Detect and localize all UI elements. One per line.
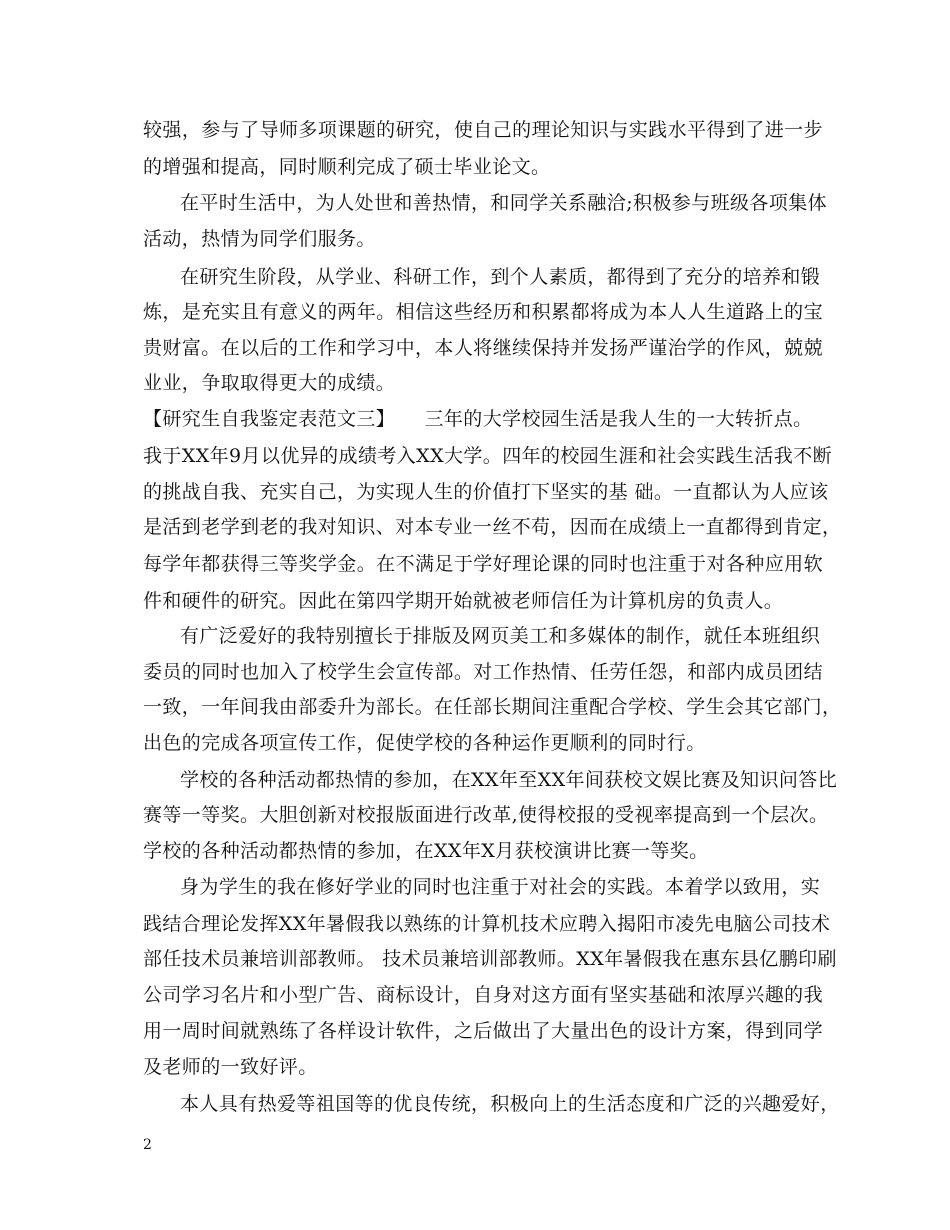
- text-line: 是活到老学到老的我对知识、对本专业一丝不苟，因而在成绩上一直都得到肯定，: [143, 516, 842, 538]
- text-line: 较强，参与了导师多项课题的研究，使自己的理论知识与实践水平得到了进一步: [143, 119, 823, 141]
- text-line: 出色的完成各项宣传工作，促使学校的各种运作更顺利的同时行。: [143, 732, 706, 754]
- text-line: 公司学习名片和小型广告、商标设计，自身对这方面有坚实基础和浓厚兴趣的我: [143, 984, 823, 1006]
- text-line: 践结合理论发挥XX年暑假我以熟练的计算机技术应聘入揭阳市凌先电脑公司技术: [143, 913, 831, 935]
- text-line: 在研究生阶段，从学业、科研工作，到个人素质，都得到了充分的培养和锻: [180, 266, 821, 288]
- text-line: 在平时生活中，为人处世和善热情，和同学关系融洽;积极参与班级各项集体: [180, 192, 828, 214]
- page-number: 2: [143, 1137, 152, 1153]
- section-heading-line: 【研究生自我鉴定表范文三】 三年的大学校园生活是我人生的一大转折点。: [143, 408, 813, 430]
- text-line: 有广泛爱好的我特别擅长于排版及网页美工和多媒体的制作，就任本班组织: [180, 625, 821, 647]
- text-line: 本人具有热爱等祖国等的优良传统，积极向上的生活态度和广泛的兴趣爱好，: [180, 1093, 840, 1115]
- text-line: 部任技术员兼培训部教师。 技术员兼培训部教师。XX年暑假我在惠东县亿鹏印刷: [143, 948, 837, 970]
- text-line: 及老师的一致好评。: [143, 1056, 318, 1078]
- text-line: 学校的各种活动都热情的参加，在XX年至XX年间获校文娱比赛及知识问答比: [180, 769, 838, 791]
- text-line: 件和硬件的研究。因此在第四学期开始就被老师信任为计算机房的负责人。: [143, 590, 784, 612]
- text-line: 贵财富。在以后的工作和学习中，本人将继续保持并发扬严谨治学的作风，兢兢: [143, 337, 823, 359]
- text-line: 的挑战自我、充实自己，为实现人生的价值打下坚实的基 础。一直都认为人应该: [143, 481, 829, 503]
- text-line: 一致，一年间我由部委升为部长。在任部长期间注重配合学校、学生会其它部门，: [143, 696, 842, 718]
- text-line: 身为学生的我在修好学业的同时也注重于对社会的实践。本着学以致用，实: [180, 876, 821, 898]
- text-line: 学校的各种活动都热情的参加，在XX年X月获校演讲比赛一等奖。: [143, 840, 709, 862]
- text-line: 业业，争取取得更大的成绩。: [143, 372, 396, 394]
- text-line: 委员的同时也加入了校学生会宣传部。对工作热情、任劳任怨，和部内成员团结: [143, 661, 823, 683]
- text-line: 用一周时间就熟练了各样设计软件，之后做出了大量出色的设计方案，得到同学: [143, 1020, 823, 1042]
- text-line: 的增强和提高，同时顺利完成了硕士毕业论文。: [143, 156, 551, 178]
- text-line: 活动，热情为同学们服务。: [143, 228, 376, 250]
- text-line: 炼，是充实且有意义的两年。相信这些经历和积累都将成为本人人生道路上的宝: [143, 301, 823, 323]
- text-line: 赛等一等奖。大胆创新对校报版面进行改革,使得校报的受视率提高到一个层次。: [143, 804, 829, 826]
- text-line: 我于XX年9月以优异的成绩考入XX大学。四年的校园生涯和社会实践生活我不断: [143, 445, 832, 467]
- text-line: 每学年都获得三等奖学金。在不满足于学好理论课的同时也注重于对各种应用软: [143, 553, 823, 575]
